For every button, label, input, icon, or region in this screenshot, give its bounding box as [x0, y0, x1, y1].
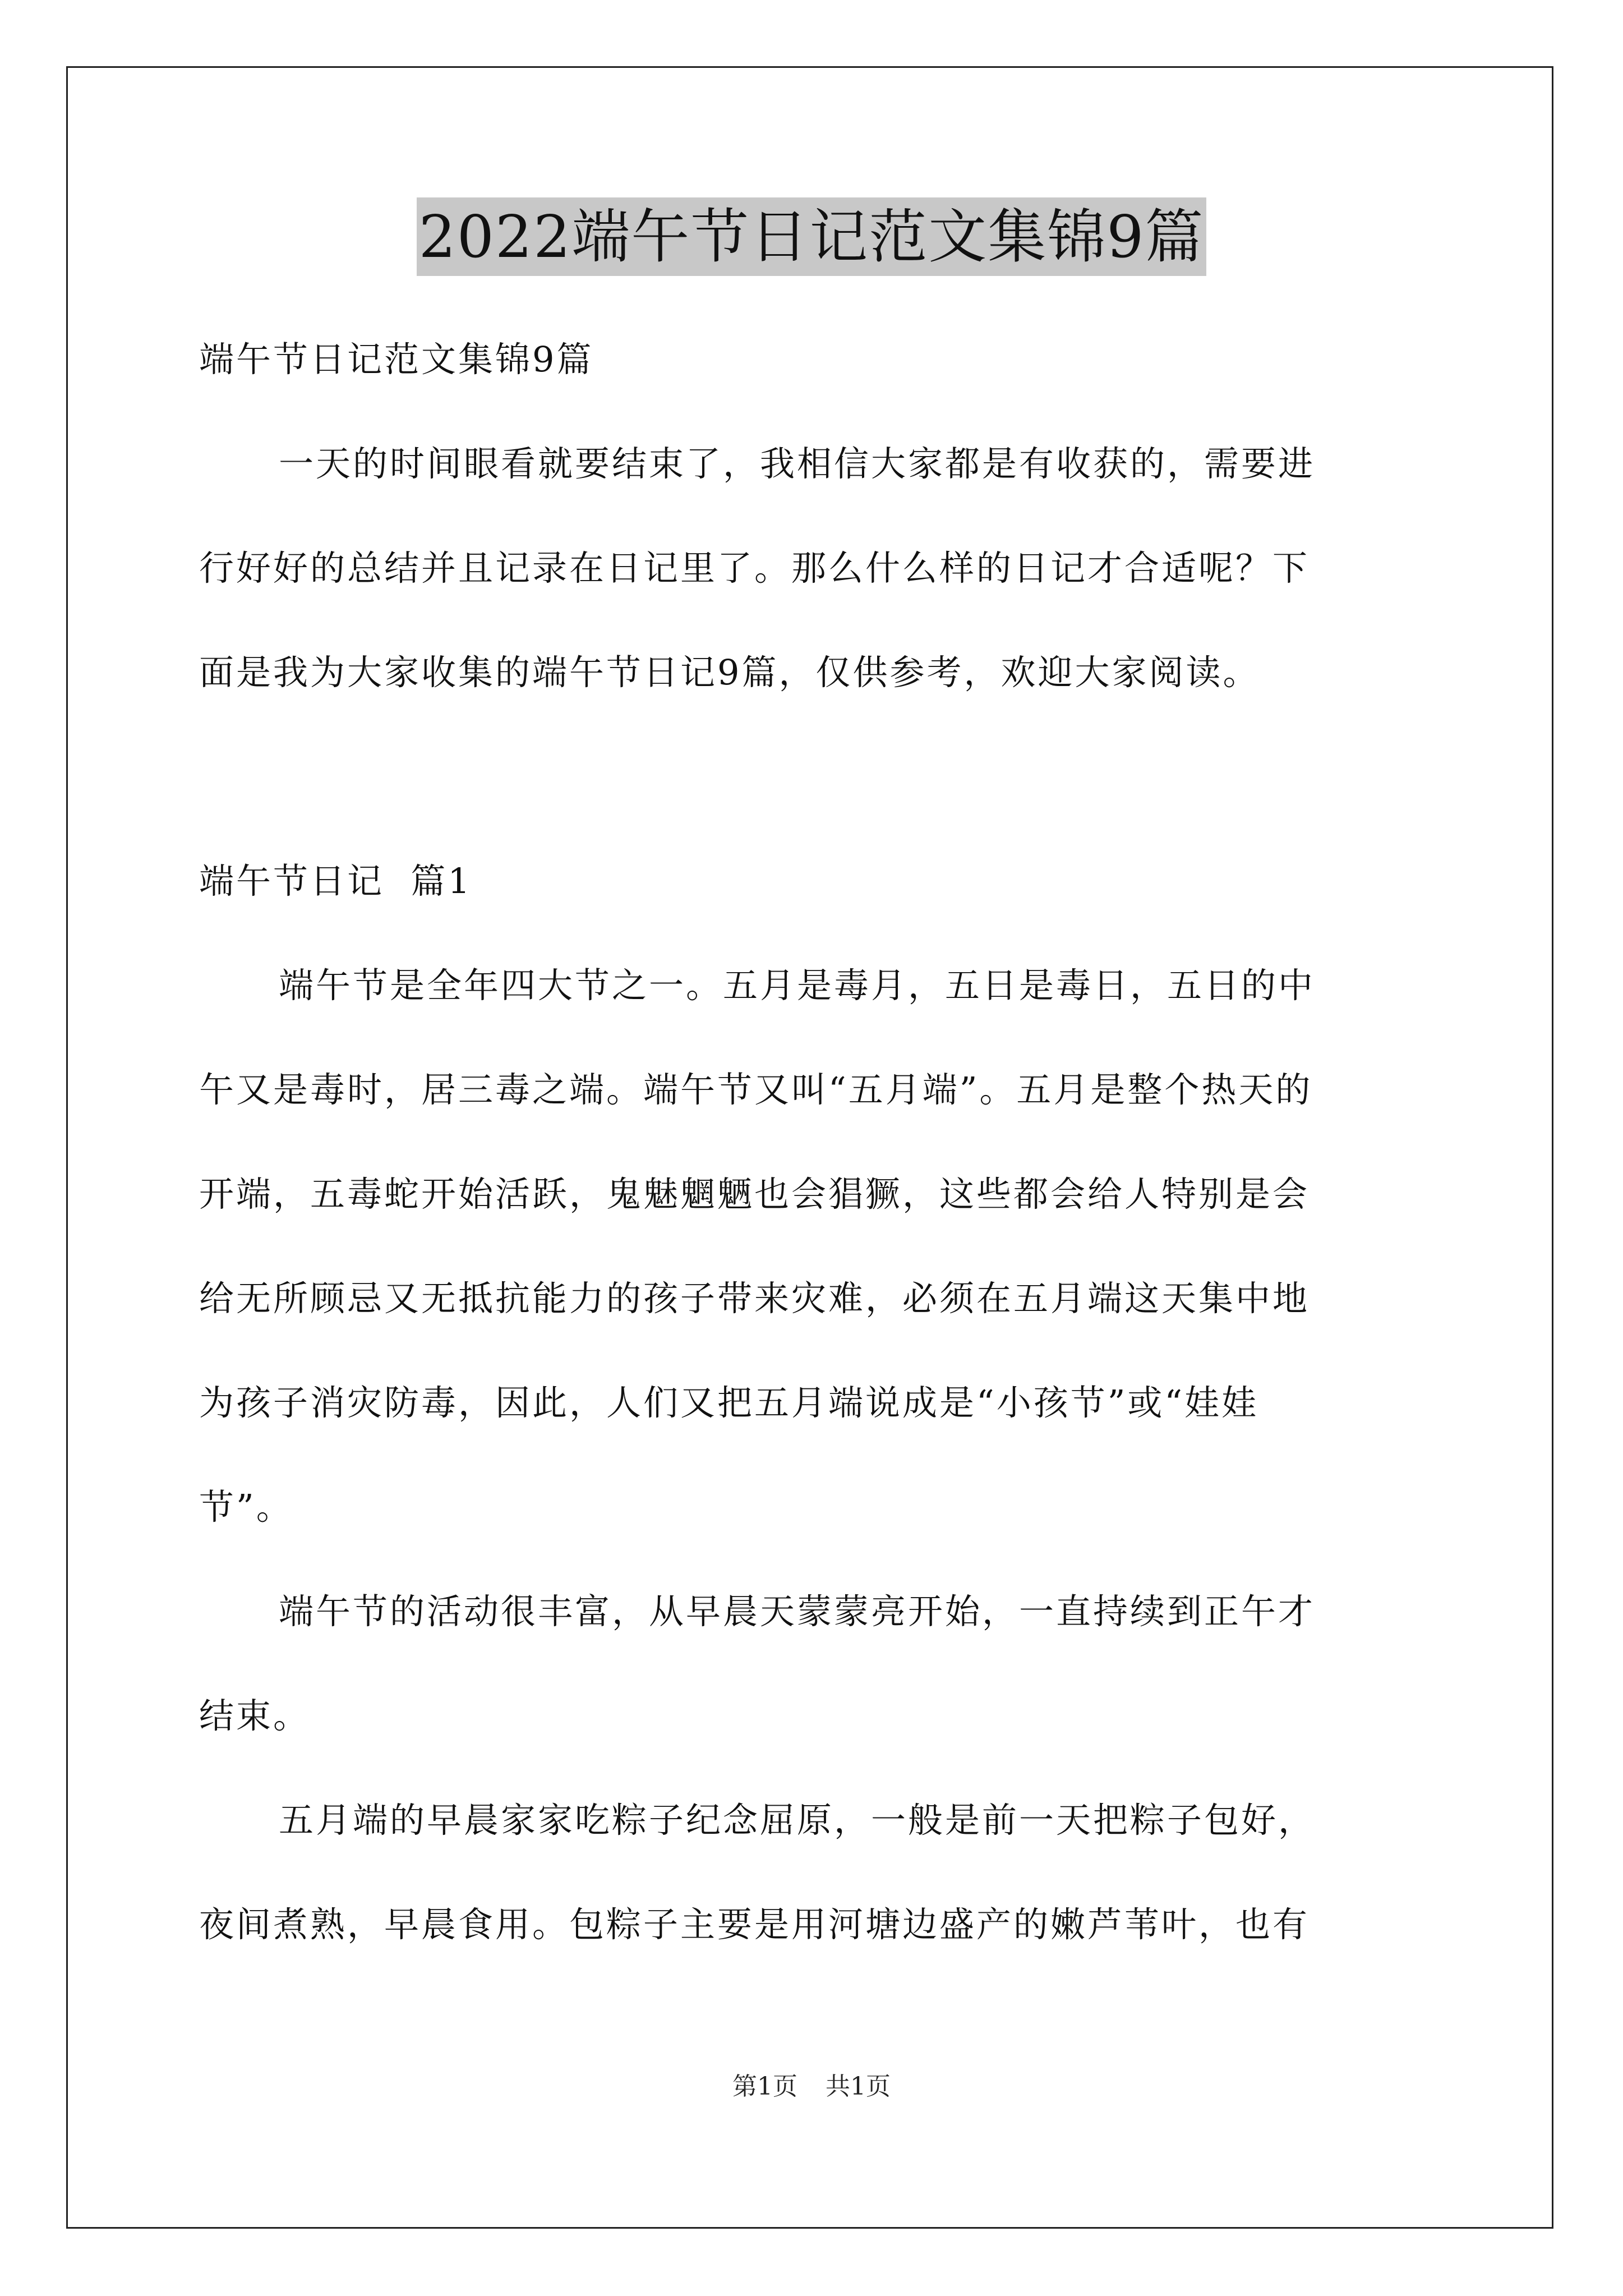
page-total: 共1页 [826, 2072, 891, 2101]
paragraph-line: 开端，五毒蛇开始活跃，鬼魅魍魉也会猖獗，这些都会给人特别是会 [199, 1174, 1310, 1214]
section-heading: 端午节日记 篇1 [199, 861, 472, 901]
document-body [199, 307, 1436, 1977]
intro-line: 行好好的总结并且记录在日记里了。那么什么样的日记才合适呢？下 [199, 547, 1310, 588]
paragraph-line: 夜间煮熟，早晨食用。包粽子主要是用河塘边盛产的嫩芦苇叶，也有 [199, 1904, 1310, 1945]
page-number: 第1页 [732, 2072, 797, 2101]
paragraph-line: 给无所顾忌又无抵抗能力的孩子带来灾难，必须在五月端这天集中地 [199, 1278, 1310, 1319]
paragraph-gap [199, 725, 1436, 829]
paragraph-line: 端午节的活动很丰富，从早晨天蒙蒙亮开始，一直持续到正午才 [279, 1591, 1316, 1632]
paragraph-line: 结束。 [199, 1695, 311, 1736]
paragraph-line: 五月端的早晨家家吃粽子纪念屈原，一般是前一天把粽子包好， [279, 1800, 1316, 1841]
intro-line: 面是我为大家收集的端午节日记9篇，仅供参考，欢迎大家阅读。 [199, 652, 1260, 693]
document-title: 2022端午节日记范文集锦9篇 [417, 197, 1207, 276]
title-container [0, 197, 1623, 276]
paragraph-line: 为孩子消灾防毒，因此，人们又把五月端说成是“小孩节”或“娃娃 [199, 1382, 1259, 1423]
page-footer [0, 2070, 1623, 2104]
intro-line: 一天的时间眼看就要结束了，我相信大家都是有收获的，需要进 [279, 443, 1316, 484]
paragraph-line: 端午节是全年四大节之一。五月是毒月，五日是毒日，五日的中 [279, 965, 1316, 1006]
paragraph-line: 节”。 [199, 1487, 293, 1527]
document-subtitle: 端午节日记范文集锦9篇 [199, 339, 594, 380]
paragraph-line: 午又是毒时，居三毒之端。端午节又叫“五月端”。五月是整个热天的 [199, 1069, 1313, 1110]
